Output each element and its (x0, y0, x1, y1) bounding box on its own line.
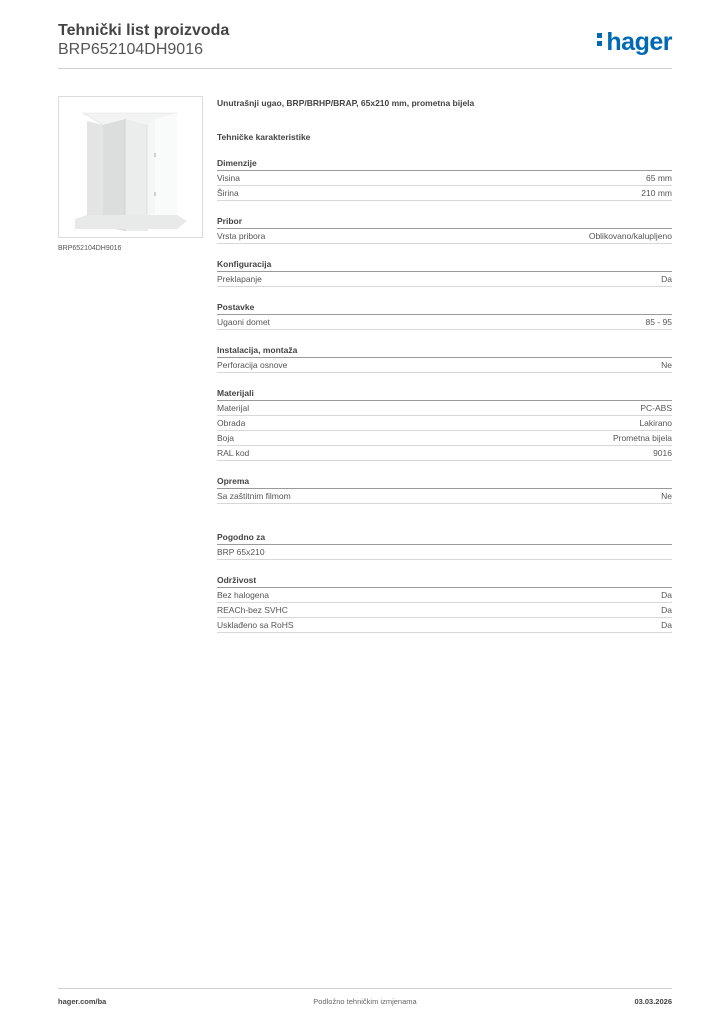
spec-row (217, 431, 672, 446)
spec-label: RAL kod (217, 448, 250, 458)
section-title: Konfiguracija (217, 258, 672, 272)
spec-row (217, 416, 672, 431)
section-title: Materijali (217, 387, 672, 401)
spec-row (217, 315, 672, 330)
section-title: Pogodno za (217, 531, 672, 545)
spec-label: Sa zaštitnim filmom (217, 491, 291, 501)
spec-label: Ugaoni domet (217, 317, 270, 327)
brand-logo (597, 28, 672, 57)
spec-label: Usklađeno sa RoHS (217, 620, 294, 630)
spec-label: Perforacija osnove (217, 360, 288, 370)
spec-label: Obrada (217, 418, 246, 428)
spec-row (217, 545, 672, 560)
image-caption: BRP652104DH9016 (58, 245, 122, 252)
spec-value: 85 - 95 (645, 317, 672, 327)
footer-date: 03.03.2026 (634, 997, 672, 1006)
section-pribor (217, 215, 672, 244)
spec-value: 65 mm (646, 173, 672, 183)
spec-row (217, 489, 672, 504)
product-illustration-icon (59, 97, 202, 237)
section-postavke (217, 301, 672, 330)
spec-label: Materijal (217, 403, 250, 413)
spec-row (217, 358, 672, 373)
spec-value: Da (661, 605, 672, 615)
spec-value: 9016 (653, 448, 672, 458)
section-title: Dimenzije (217, 157, 672, 171)
spec-value: Prometna bijela (612, 433, 672, 443)
characteristics-title: Tehničke karakteristike (217, 132, 311, 142)
page-footer (58, 997, 672, 1011)
spec-label: Širina (217, 188, 239, 198)
spec-value: Da (661, 620, 672, 630)
section-konfiguracija (217, 258, 672, 287)
spec-label: BRP 65x210 (217, 547, 265, 557)
section-oprema (217, 475, 672, 504)
spec-value: Lakirano (639, 418, 672, 428)
spec-row (217, 229, 672, 244)
spec-row (217, 446, 672, 461)
product-code-heading: BRP652104DH9016 (58, 41, 203, 58)
section-dimenzije (217, 157, 672, 201)
section-title: Instalacija, montaža (217, 344, 672, 358)
spec-value: Ne (661, 491, 672, 501)
footer-notice: Podložno tehničkim izmjenama (313, 997, 417, 1006)
spec-row (217, 171, 672, 186)
product-image (58, 96, 203, 238)
spec-label: Preklapanje (217, 274, 262, 284)
spec-value: Da (661, 274, 672, 284)
spec-value: 210 mm (641, 188, 672, 198)
section-title: Održivost (217, 574, 672, 588)
section-instalacija (217, 344, 672, 373)
spec-label: Visina (217, 173, 240, 183)
section-pogodno-za (217, 531, 672, 560)
spec-value: PC-ABS (640, 403, 672, 413)
document-title: Tehnički list proizvoda (58, 22, 230, 39)
section-title: Oprema (217, 475, 672, 489)
brand-name: hager (606, 28, 672, 56)
footer-divider (58, 988, 672, 989)
spec-label: Boja (217, 433, 235, 443)
spec-label: REACh-bez SVHC (217, 605, 288, 615)
section-title: Pribor (217, 215, 672, 229)
footer-website-link[interactable]: hager.com/ba (58, 997, 107, 1006)
logo-mark-icon (597, 33, 603, 49)
section-odrzivost (217, 574, 672, 633)
section-materijali (217, 387, 672, 461)
header-divider (58, 68, 672, 69)
spec-row (217, 186, 672, 201)
spec-row (217, 401, 672, 416)
product-description: Unutrašnji ugao, BRP/BRHP/BRAP, 65x210 mm, prometna bijela (217, 98, 475, 108)
spec-row (217, 588, 672, 603)
section-title: Postavke (217, 301, 672, 315)
spec-row (217, 272, 672, 287)
page-header (58, 22, 672, 72)
spec-row (217, 618, 672, 633)
spec-row (217, 603, 672, 618)
spec-value: Oblikovano/kalupljeno (588, 231, 672, 241)
spec-content (217, 97, 672, 633)
spec-value: Ne (661, 360, 672, 370)
spec-value: Da (661, 590, 672, 600)
spec-label: Vrsta pribora (217, 231, 266, 241)
spec-label: Bez halogena (217, 590, 269, 600)
